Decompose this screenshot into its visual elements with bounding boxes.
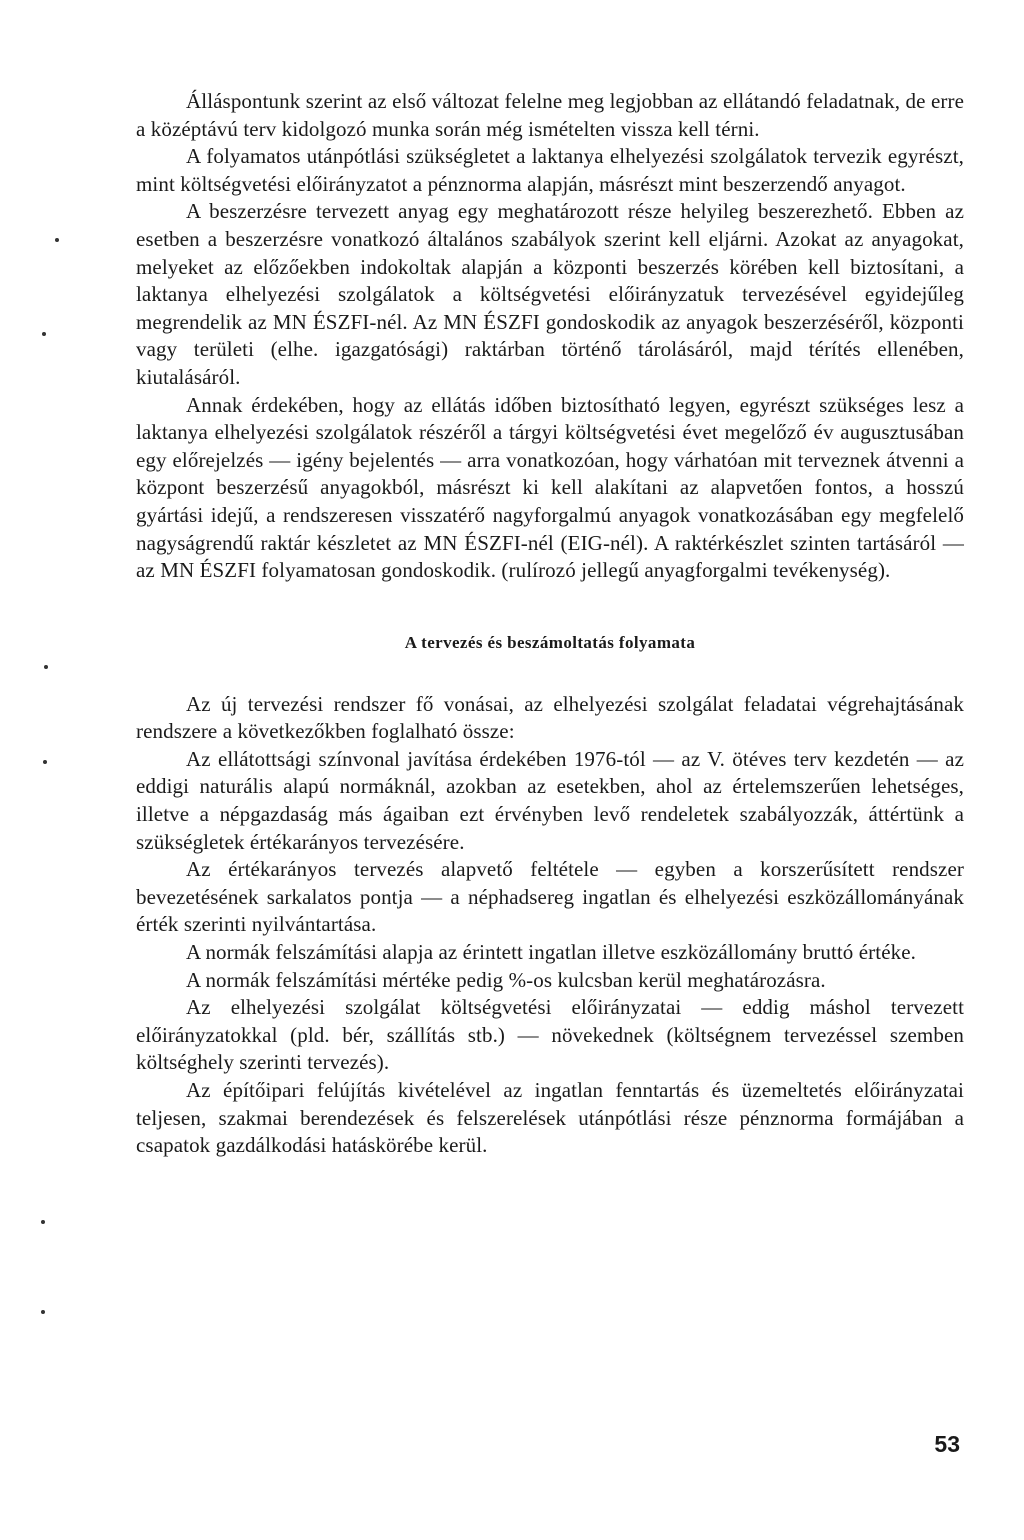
section-heading: A tervezés és beszámoltatás folyamata [404, 632, 696, 652]
paragraph: Álláspontunk szerint az első változat felelne meg legjobban az ellátandó feladatnak, de erre a középtávú terv kidolgozó munka során még ismételten vissza kell térni. [136, 89, 964, 141]
paragraph: Az elhelyezési szolgálat költségvetési előirányzatai — eddig máshol tervezett előirányzatokkal (pld. bér, szállítás stb.) — növekednek (költségnem tervezéssel szemben költséghely szerinti tervezés). [136, 995, 964, 1075]
paragraph: Annak érdekében, hogy az ellátás időben biztosítható legyen, egyrészt szükséges lesz a laktanya elhelyezési szolgálatok részéről a tárgyi költségvetési évet megelőző év augusztusában egy előrejelzés — igény bejelentés — arra vonatkozóan, hogy várhatóan mit terveznek átvenni a központ beszerzésű anyagokból, másrészt ki kell alakítani az alapvetően fontos, a hosszú gyártási idejű, a rendszeresen visszatérő nagyforgalmú anyagok vonatkozásában egy megfelelő nagyságrendű raktár készletet az MN ÉSZFI-nél (EIG-nél). A raktérkészlet szinten tartásáról — az MN ÉSZFI folyamatosan gondoskodik. (rulírozó jellegű anyagforgalmi tevékenység). [136, 392, 964, 583]
paragraph: A beszerzésre tervezett anyag egy meghatározott része helyileg beszerezhető. Ebben az esetben a beszerzésre vonatkozó általános szabályok szerint kell eljárni. Azokat az anyagokat, melyeket az előzőekben indokoltak alapján a központi beszerzés körében kell biztosítani, a laktanya elhelyezési szolgálatok a költségvetési előirányzatuk tervezésével egyidejűleg megrendelik az MN ÉSZFI-nél. Az MN ÉSZFI gondoskodik az anyagok beszerzéséről, központi vagy területi (elhe. igazgatósági) raktárban történő tárolásáról, majd térítés ellenében, kiutalásáról. [136, 199, 964, 389]
scan-speck [41, 1310, 45, 1314]
document-page [136, 88, 964, 1160]
paragraph: A folyamatos utánpótlási szükségletet a laktanya elhelyezési szolgálatok tervezik egyrészt, mint költségvetési előirányzatot a pénznorma alapján, másrészt mint beszerzendő anyagot. [136, 144, 964, 196]
paragraph: Az ellátottsági színvonal javítása érdekében 1976-tól — az V. ötéves terv kezdetén — az eddigi naturális alapú normáknál, azokban az esetekben, ahol az értelemszerűen lehetséges, illetve a népgazdaság más ágaiban ezt érvényben levő rendeletek szabályozzák, áttértünk a szükségletek értékarányos tervezésére. [136, 746, 964, 854]
paragraph: Az építőipari felújítás kivételével az ingatlan fenntartás és üzemeltetés előirányzatai teljesen, szakmai berendezések és felszerelések utánpótlási része pénznorma formájában a csapatok gazdálkodási hatáskörébe kerül. [136, 1078, 964, 1158]
scan-speck [44, 665, 48, 669]
paragraph: A normák felszámítási mértéke pedig %-os kulcsban kerül meghatározásra. [186, 967, 826, 992]
paragraph: Az új tervezési rendszer fő vonásai, az elhelyezési szolgálat feladatai végrehajtásának rendszere a következőkben foglalható össze: [136, 691, 964, 744]
page-number: 53 [934, 1431, 960, 1457]
scan-speck [55, 238, 59, 242]
paragraph: A normák felszámítási alapja az érintett ingatlan illetve eszközállomány bruttó értéke. [186, 940, 916, 965]
paragraph: Az értékarányos tervezés alapvető feltétele — egyben a korszerűsített rendszer bevezetésének sarkalatos pontja — a néphadsereg ingatlan és elhelyezési eszközállományának érték szerinti nyilvántartása. [136, 857, 964, 937]
scan-speck [42, 332, 46, 336]
scan-speck [43, 760, 47, 764]
scan-speck [41, 1220, 45, 1224]
